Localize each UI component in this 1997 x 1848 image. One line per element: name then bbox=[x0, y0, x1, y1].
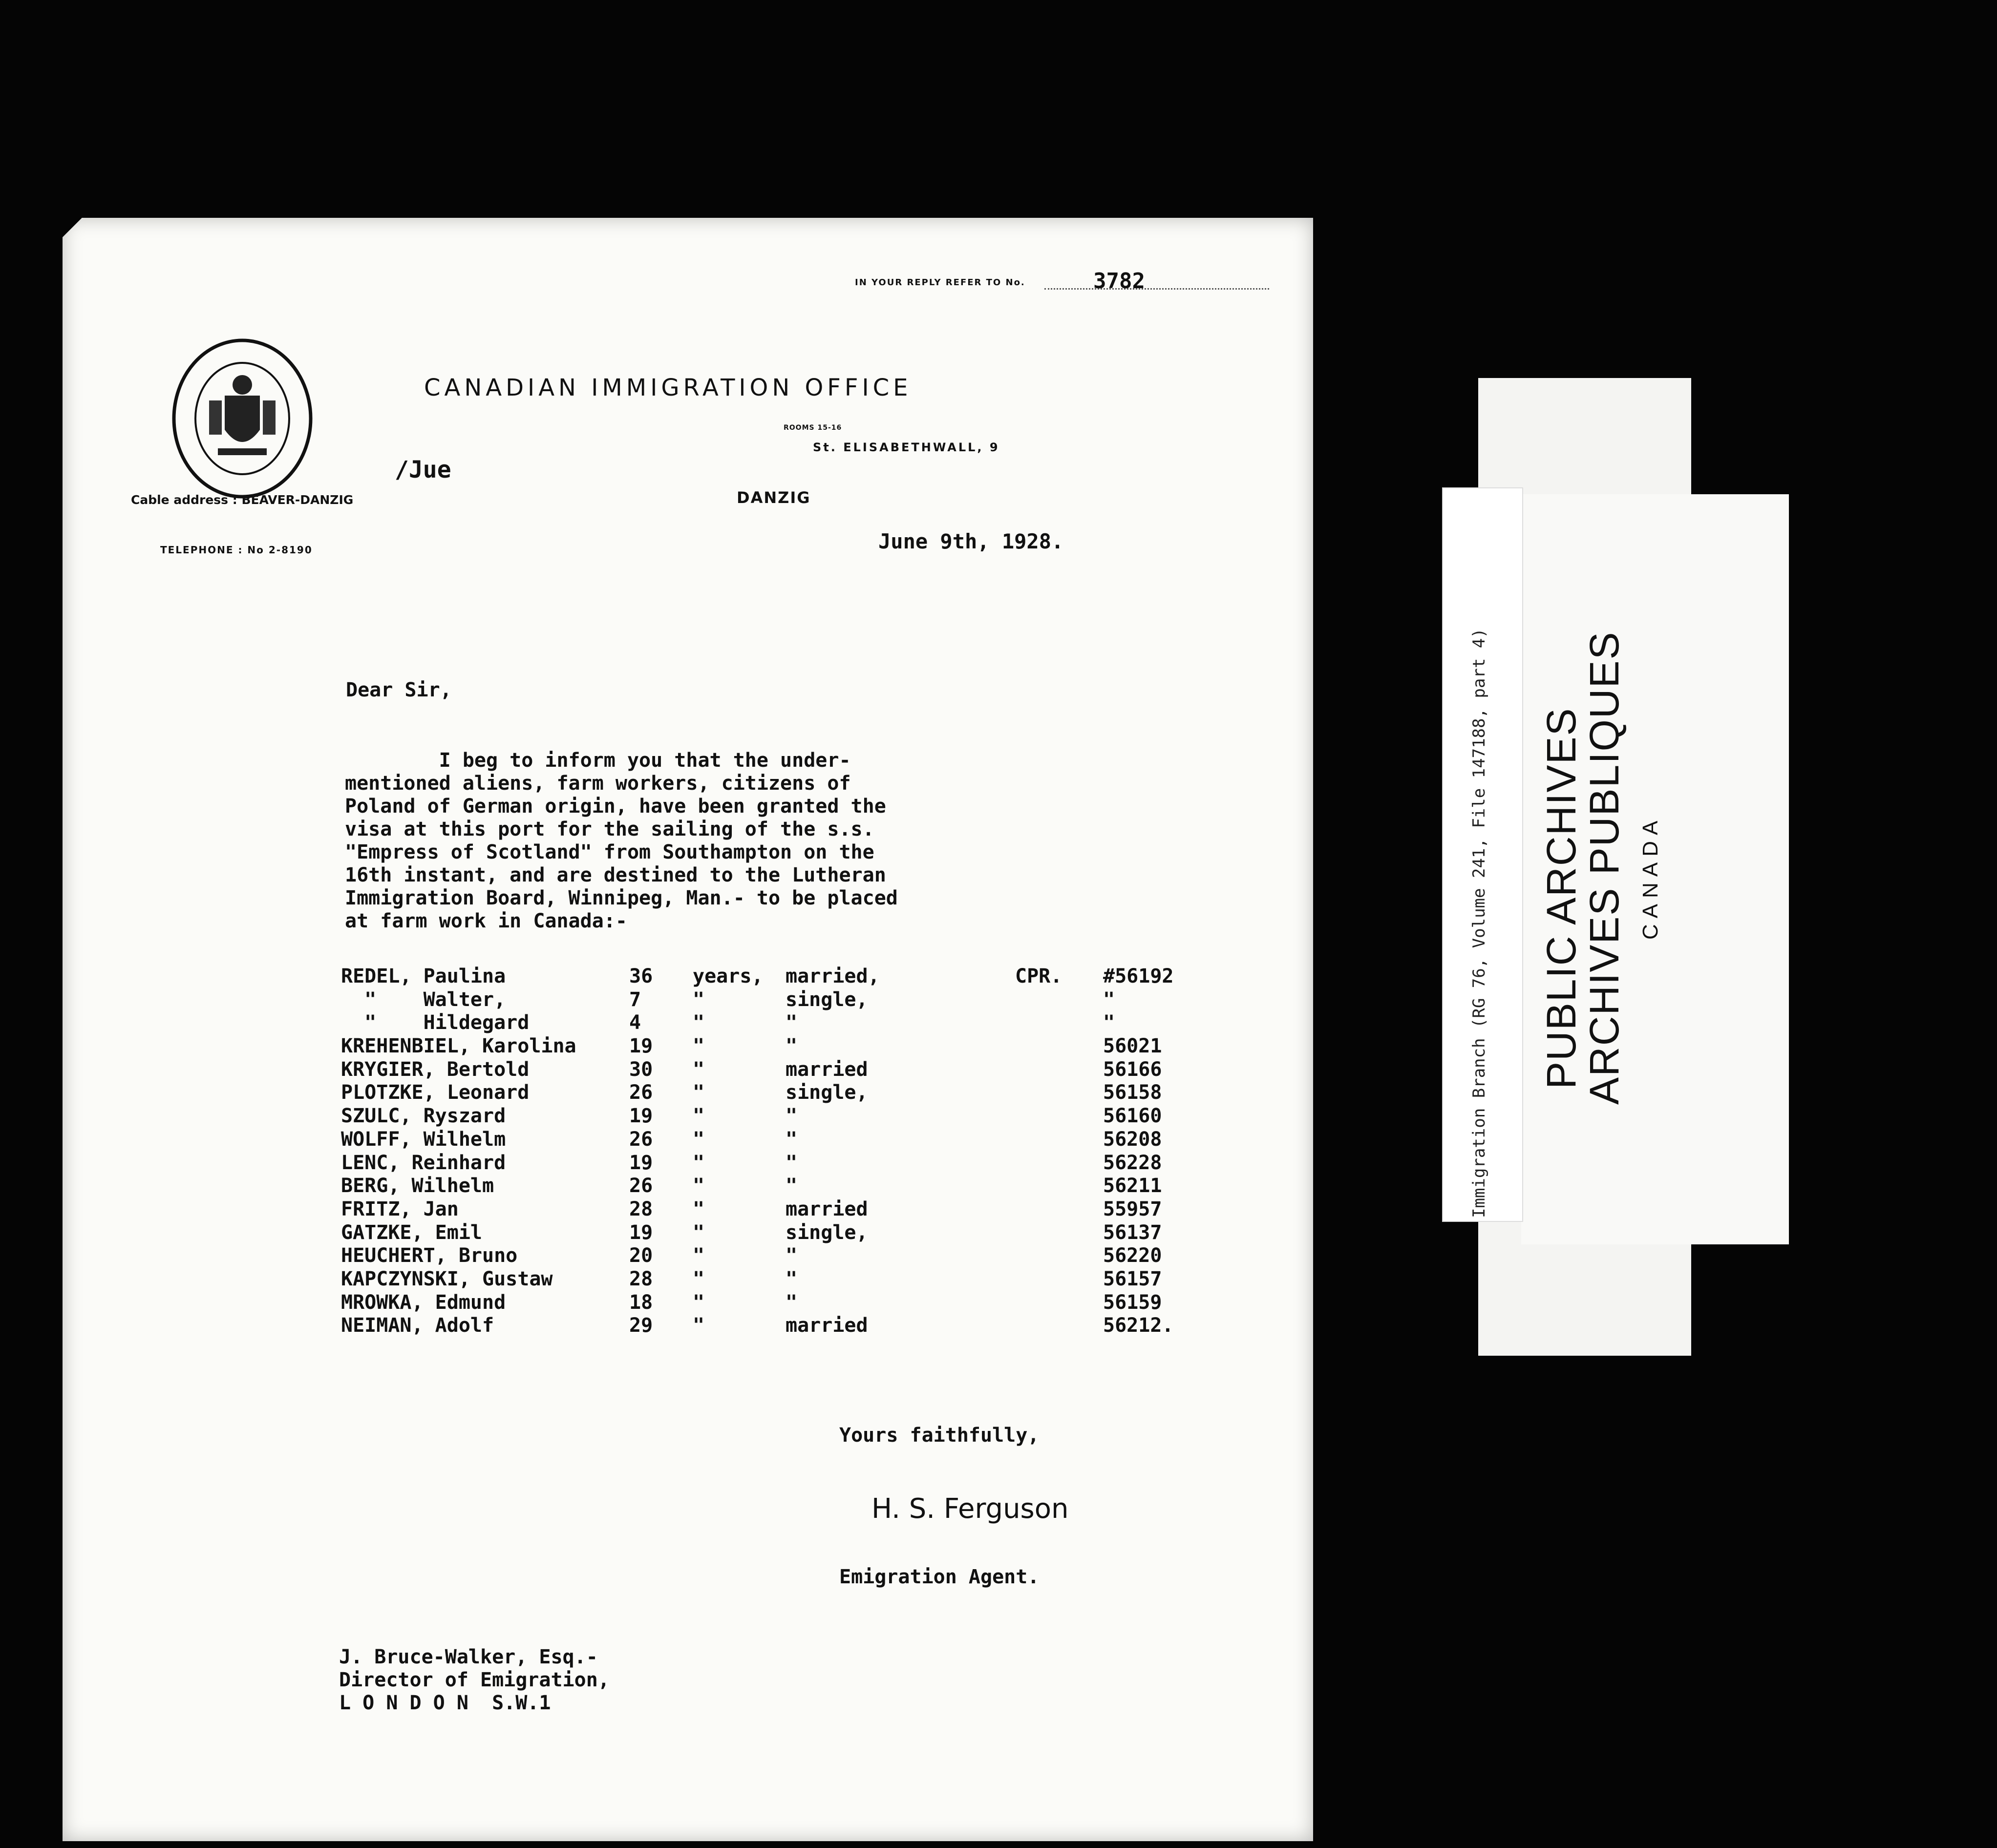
reply-reference-label: IN YOUR REPLY REFER TO No. bbox=[855, 277, 1025, 288]
list-cell-unit: " bbox=[693, 1197, 705, 1220]
archive-reference: Immigration Branch (RG 76, Volume 241, File 147188, part 4) bbox=[1469, 628, 1489, 1218]
list-cell-number: 56159 bbox=[1103, 1291, 1162, 1314]
list-cell-age: 19 bbox=[629, 1221, 653, 1244]
list-cell-name: KRYGIER, Bertold bbox=[341, 1058, 530, 1081]
list-cell-cpr: CPR. bbox=[1015, 965, 1062, 987]
page-corner bbox=[63, 218, 82, 237]
list-cell-status: married, bbox=[786, 965, 880, 987]
list-cell-unit: " bbox=[693, 1221, 705, 1244]
archive-card-country: CANADA bbox=[1638, 815, 1662, 940]
list-cell-number: " bbox=[1103, 988, 1115, 1011]
list-cell-name: PLOTZKE, Leonard bbox=[341, 1081, 530, 1104]
list-cell-status: married bbox=[786, 1314, 868, 1337]
list-cell-name: WOLFF, Wilhelm bbox=[341, 1128, 506, 1151]
list-cell-age: 28 bbox=[629, 1267, 653, 1290]
list-cell-unit: " bbox=[693, 1035, 705, 1058]
office-rooms: ROOMS 15-16 bbox=[784, 424, 842, 432]
archive-card-title-en: PUBLIC ARCHIVES bbox=[1538, 707, 1584, 1089]
list-cell-name: " Hildegard bbox=[341, 1011, 530, 1034]
list-cell-status: " bbox=[786, 1175, 798, 1197]
office-city: DANZIG bbox=[737, 488, 811, 507]
list-cell-age: 36 bbox=[629, 965, 653, 987]
list-cell-status: " bbox=[786, 1035, 798, 1058]
list-cell-unit: " bbox=[693, 1081, 705, 1104]
list-cell-status: " bbox=[786, 1128, 798, 1151]
archive-card-title-fr: ARCHIVES PUBLIQUES bbox=[1581, 631, 1627, 1105]
list-cell-age: 26 bbox=[629, 1081, 653, 1104]
list-cell-number: 56220 bbox=[1103, 1244, 1162, 1267]
list-cell-unit: " bbox=[693, 1267, 705, 1290]
list-cell-status: " bbox=[786, 1011, 798, 1034]
list-cell-age: 19 bbox=[629, 1105, 653, 1128]
list-cell-number: 56166 bbox=[1103, 1058, 1162, 1081]
list-cell-name: KREHENBIEL, Karolina bbox=[341, 1035, 576, 1058]
list-cell-name: SZULC, Ryszard bbox=[341, 1105, 506, 1128]
office-heading: CANADIAN IMMIGRATION OFFICE bbox=[424, 374, 912, 401]
list-cell-status: single, bbox=[786, 1221, 868, 1244]
addressee-block: J. Bruce-Walker, Esq.- Director of Emigration, L O N D O N S.W.1 bbox=[339, 1646, 610, 1714]
letter-page bbox=[63, 218, 1313, 1841]
list-cell-number: 56160 bbox=[1103, 1105, 1162, 1128]
list-cell-age: 28 bbox=[629, 1197, 653, 1220]
list-cell-status: married bbox=[786, 1058, 868, 1081]
list-cell-number: 56211 bbox=[1103, 1175, 1162, 1197]
list-cell-unit: " bbox=[693, 1105, 705, 1128]
list-cell-number: 56157 bbox=[1103, 1267, 1162, 1290]
list-cell-name: GATZKE, Emil bbox=[341, 1221, 482, 1244]
list-cell-status: " bbox=[786, 1244, 798, 1267]
list-cell-unit: " bbox=[693, 1011, 705, 1034]
list-cell-status: married bbox=[786, 1197, 868, 1220]
list-cell-status: single, bbox=[786, 988, 868, 1011]
list-cell-unit: " bbox=[693, 988, 705, 1011]
list-cell-number: #56192 bbox=[1103, 965, 1174, 987]
signer-title: Emigration Agent. bbox=[839, 1566, 1040, 1588]
list-cell-unit: " bbox=[693, 1291, 705, 1314]
list-cell-name: BERG, Wilhelm bbox=[341, 1175, 494, 1197]
list-cell-unit: " bbox=[693, 1128, 705, 1151]
list-cell-unit: " bbox=[693, 1314, 705, 1337]
list-cell-age: 30 bbox=[629, 1058, 653, 1081]
list-cell-number: 56212. bbox=[1103, 1314, 1174, 1337]
list-cell-status: single, bbox=[786, 1081, 868, 1104]
list-cell-name: NEIMAN, Adolf bbox=[341, 1314, 494, 1337]
list-cell-number: " bbox=[1103, 1011, 1115, 1034]
immigration-seal-logo bbox=[171, 337, 314, 500]
salutation: Dear Sir, bbox=[346, 679, 452, 701]
closing: Yours faithfully, bbox=[839, 1424, 1040, 1447]
list-cell-name: HEUCHERT, Bruno bbox=[341, 1244, 518, 1267]
list-cell-age: 7 bbox=[629, 988, 641, 1011]
list-cell-number: 55957 bbox=[1103, 1197, 1162, 1220]
list-cell-status: " bbox=[786, 1151, 798, 1174]
telephone-number: TELEPHONE : No 2-8190 bbox=[160, 544, 313, 556]
list-cell-name: " Walter, bbox=[341, 988, 506, 1011]
signature: H. S. Ferguson bbox=[871, 1493, 1069, 1525]
list-cell-unit: " bbox=[693, 1244, 705, 1267]
list-cell-unit: " bbox=[693, 1058, 705, 1081]
list-cell-number: 56021 bbox=[1103, 1035, 1162, 1058]
letter-body: I beg to inform you that the under- mentioned aliens, farm workers, citizens of Poland of German origin, have been granted the visa at this port for the sailing of the s.s. "Empress of Scotland" from Southampton on the 16th instant, and are destined to the Lutheran Immigration Board, Winnipeg, Man.- to be placed at farm work in Canada:- bbox=[345, 749, 898, 932]
list-cell-age: 18 bbox=[629, 1291, 653, 1314]
list-cell-status: " bbox=[786, 1267, 798, 1290]
list-cell-number: 56158 bbox=[1103, 1081, 1162, 1104]
list-cell-age: 26 bbox=[629, 1128, 653, 1151]
list-cell-name: FRITZ, Jan bbox=[341, 1197, 459, 1220]
list-cell-age: 19 bbox=[629, 1151, 653, 1174]
list-cell-name: MROWKA, Edmund bbox=[341, 1291, 506, 1314]
list-cell-number: 56137 bbox=[1103, 1221, 1162, 1244]
list-cell-name: LENC, Reinhard bbox=[341, 1151, 506, 1174]
typist-initials: /Jue bbox=[395, 456, 451, 483]
list-cell-age: 20 bbox=[629, 1244, 653, 1267]
office-street: St. ELISABETHWALL, 9 bbox=[813, 441, 1000, 454]
list-cell-status: " bbox=[786, 1291, 798, 1314]
letter-date: June 9th, 1928. bbox=[878, 529, 1064, 553]
list-cell-age: 26 bbox=[629, 1175, 653, 1197]
list-cell-age: 4 bbox=[629, 1011, 641, 1034]
list-cell-unit: " bbox=[693, 1175, 705, 1197]
list-cell-unit: years, bbox=[693, 965, 764, 987]
reply-reference-number: 3782 bbox=[1093, 269, 1145, 294]
list-cell-status: " bbox=[786, 1105, 798, 1128]
list-cell-number: 56228 bbox=[1103, 1151, 1162, 1174]
reply-reference-dotted-line bbox=[1044, 277, 1269, 290]
list-cell-number: 56208 bbox=[1103, 1128, 1162, 1151]
list-cell-unit: " bbox=[693, 1151, 705, 1174]
list-cell-age: 19 bbox=[629, 1035, 653, 1058]
cable-address: Cable address : BEAVER-DANZIG bbox=[131, 493, 354, 507]
list-cell-name: KAPCZYNSKI, Gustaw bbox=[341, 1267, 553, 1290]
list-cell-age: 29 bbox=[629, 1314, 653, 1337]
list-cell-name: REDEL, Paulina bbox=[341, 965, 506, 987]
